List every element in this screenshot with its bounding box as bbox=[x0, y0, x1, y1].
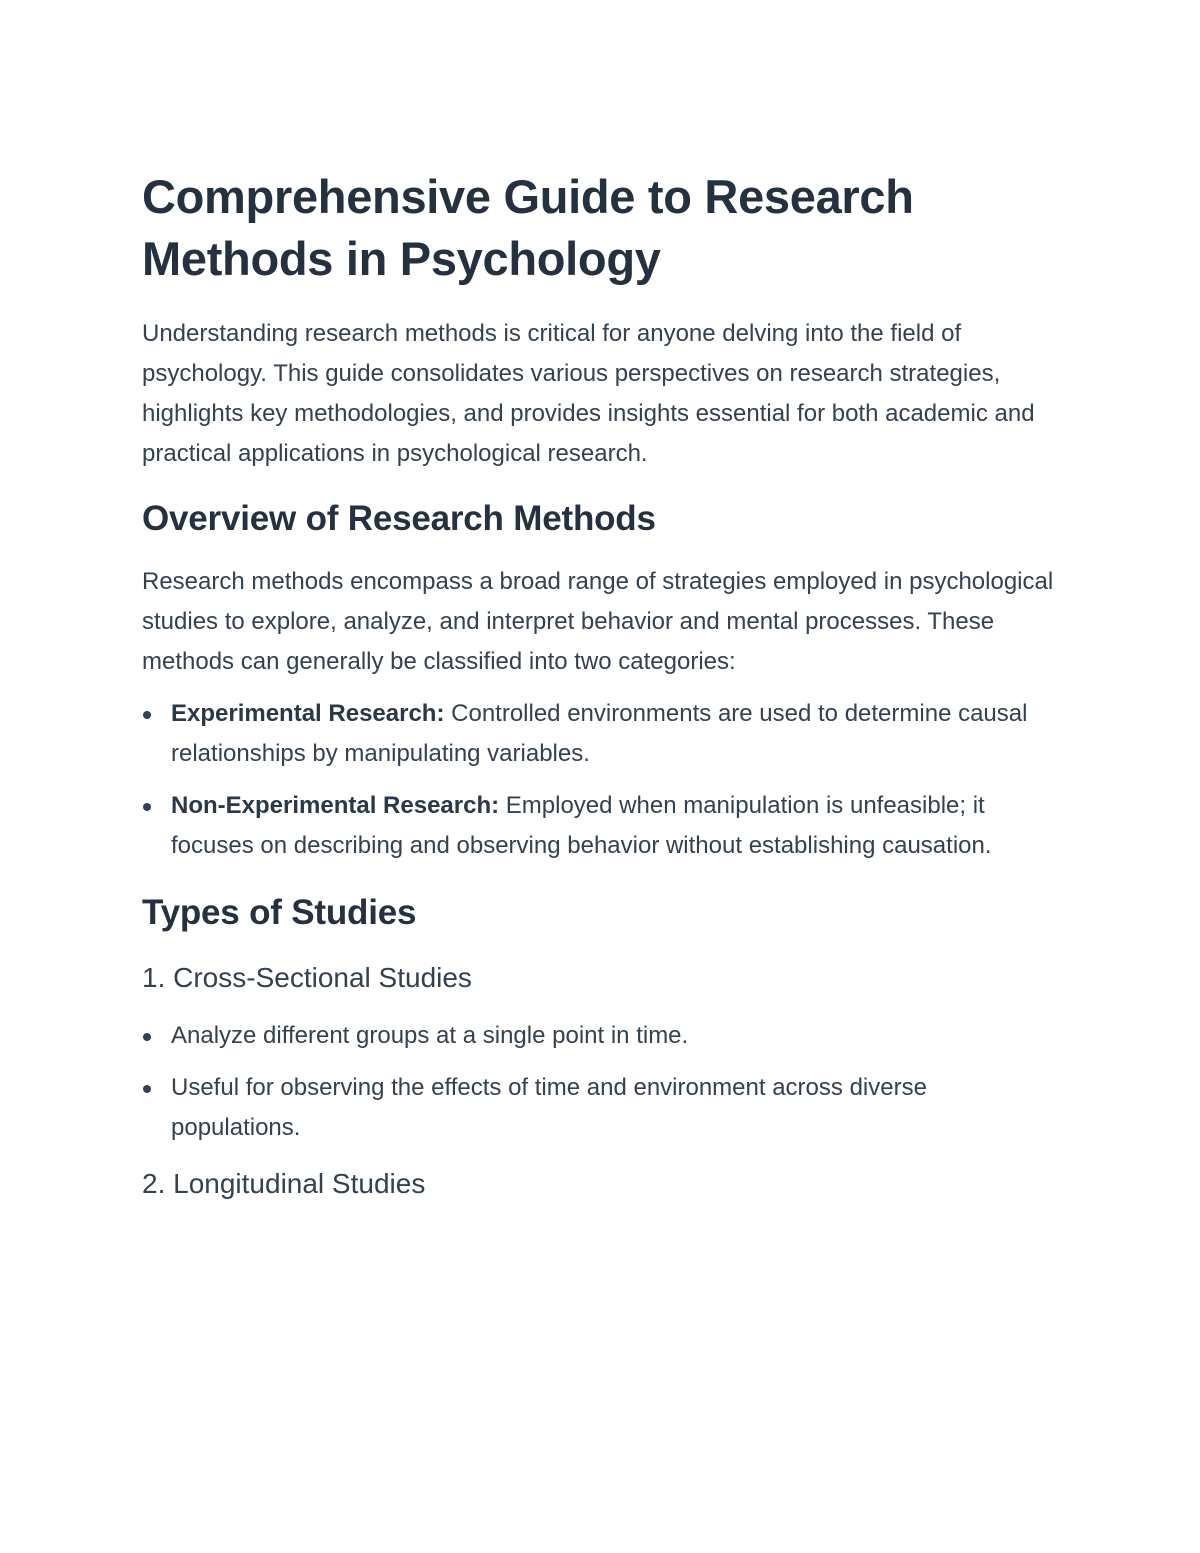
intro-paragraph: Understanding research methods is critical for anyone delving into the field of psychology. This guide consolidates various perspectives on research strategies, highlights key methodologies, and provides insights essential for both academic and practical applications in psychological research. bbox=[142, 320, 1035, 467]
overview-paragraph: Research methods encompass a broad range of strategies employed in psychological studies to explore, analyze, and interpret behavior and mental processes. These methods can generally be classified into two categories: bbox=[142, 568, 1054, 675]
bullet-dot-icon bbox=[143, 803, 151, 811]
description-experimental: Controlled environments are used to determine causal relationships by manipulating variables. bbox=[171, 700, 1028, 767]
list-item bbox=[142, 1068, 1062, 1148]
term-experimental: Experimental Research: bbox=[171, 700, 445, 727]
list-item-non-experimental bbox=[142, 786, 1062, 866]
list-item bbox=[142, 1016, 1062, 1056]
bullet-dot-icon bbox=[143, 1085, 151, 1093]
list-item-experimental bbox=[142, 694, 1062, 774]
term-non-experimental: Non-Experimental Research: bbox=[171, 792, 500, 819]
bullet-dot-icon bbox=[143, 711, 151, 719]
overview-heading: Overview of Research Methods bbox=[142, 499, 656, 538]
description-non-experimental: Employed when manipulation is unfeasible; it focuses on describing and observing behavior without establishing causation. bbox=[171, 792, 992, 859]
research-categories-list bbox=[142, 694, 1062, 866]
types-heading: Types of Studies bbox=[142, 893, 417, 932]
cross-sectional-heading: 1. Cross-Sectional Studies bbox=[142, 962, 472, 993]
bullet-dot-icon bbox=[143, 1033, 151, 1041]
document-title: Comprehensive Guide to Research Methods in Psychology bbox=[142, 170, 914, 285]
document-page bbox=[142, 166, 1062, 1204]
list-item-text: Analyze different groups at a single point in time. bbox=[171, 1022, 689, 1049]
list-item-text: Useful for observing the effects of time and environment across diverse populations. bbox=[171, 1074, 927, 1141]
longitudinal-heading: 2. Longitudinal Studies bbox=[142, 1168, 426, 1199]
cross-sectional-list bbox=[142, 1016, 1062, 1148]
